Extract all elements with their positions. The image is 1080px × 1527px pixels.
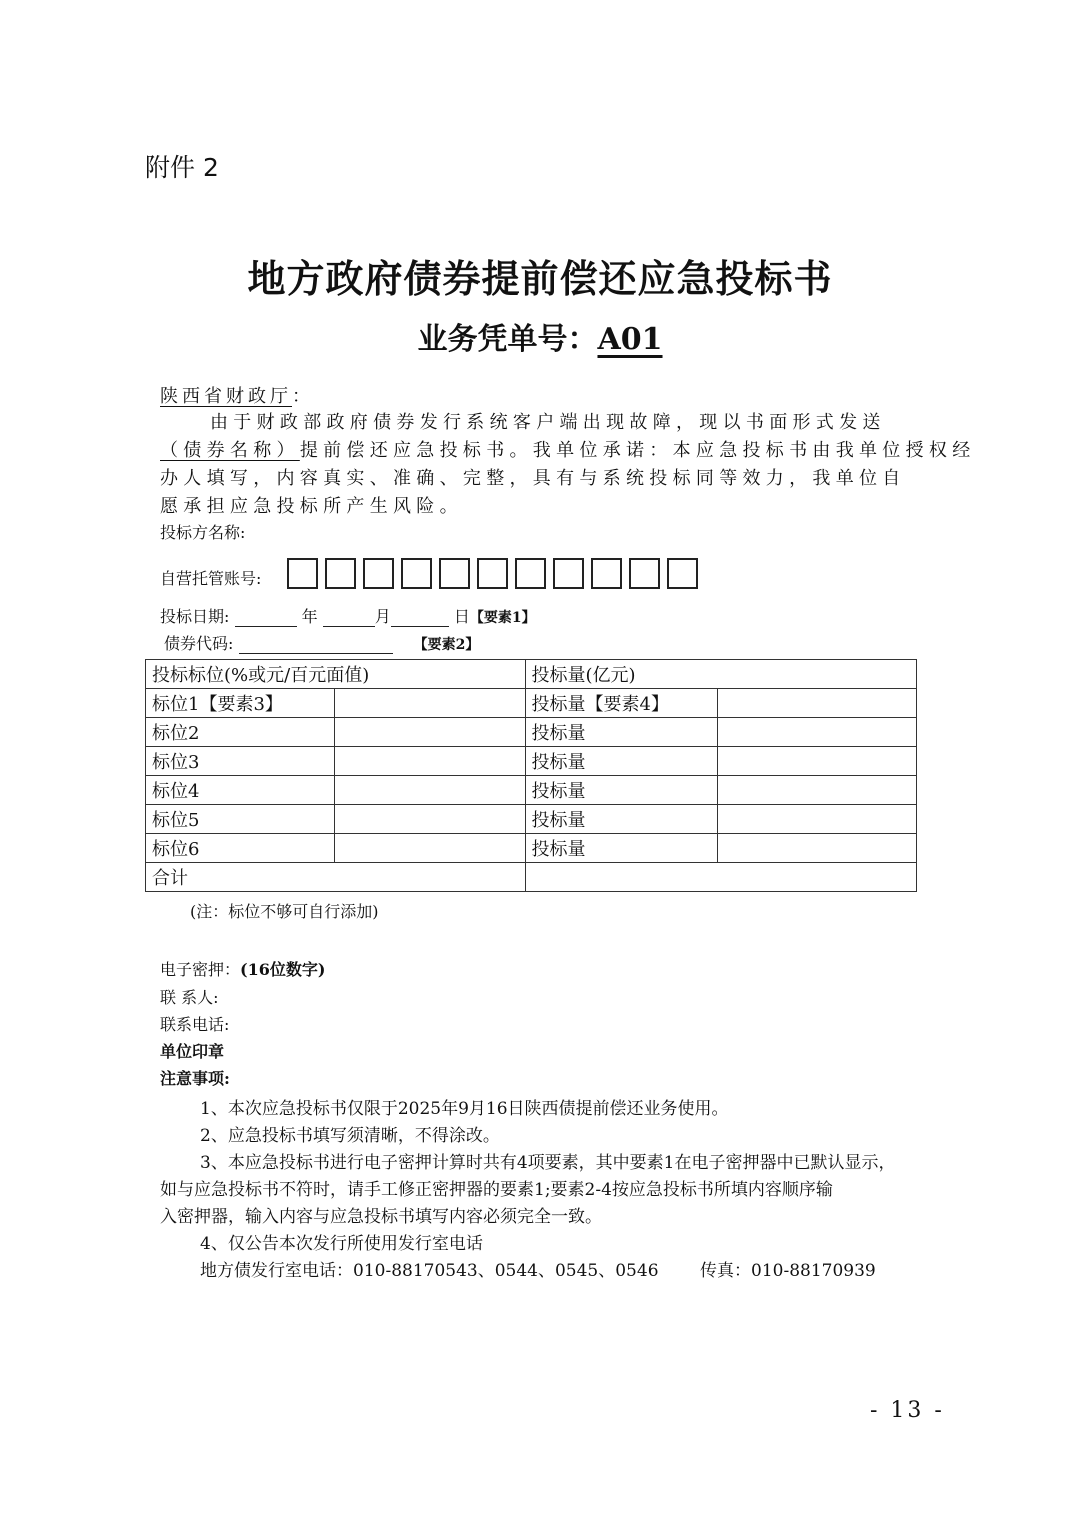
year-label: 年 bbox=[301, 607, 318, 626]
account-digit-box[interactable] bbox=[553, 558, 584, 589]
table-row bbox=[146, 689, 917, 718]
account-digit-box[interactable] bbox=[363, 558, 394, 589]
bid-level-label: 标位2 bbox=[146, 718, 335, 747]
paragraph-line-2-rest: 提前偿还应急投标书。我单位承诺：本应急投标书由我单位授权经 bbox=[299, 440, 976, 461]
bid-amount-value[interactable] bbox=[718, 805, 917, 834]
bid-amount-value[interactable] bbox=[718, 689, 917, 718]
addressee bbox=[160, 382, 310, 408]
bid-date-row bbox=[160, 604, 536, 627]
bid-amount-label: 投标量 bbox=[525, 747, 718, 776]
account-digit-box[interactable] bbox=[591, 558, 622, 589]
bid-level-value[interactable] bbox=[334, 834, 525, 863]
issuance-office-phone: 地方债发行室电话：010-88170543、0544、0545、0546 bbox=[200, 1261, 659, 1281]
bid-level-value[interactable] bbox=[334, 805, 525, 834]
account-number-boxes bbox=[287, 558, 698, 589]
note-item-3-line-3: 入密押器，输入内容与应急投标书填写内容必须完全一致。 bbox=[160, 1207, 602, 1227]
table-row bbox=[146, 747, 917, 776]
page-number: - 13 - bbox=[870, 1398, 945, 1423]
bid-level-value[interactable] bbox=[334, 747, 525, 776]
contact-phone-label: 联系电话: bbox=[160, 1015, 230, 1034]
year-blank[interactable] bbox=[235, 610, 297, 627]
account-digit-box[interactable] bbox=[439, 558, 470, 589]
contact-person-label: 联 系人: bbox=[160, 988, 219, 1007]
bond-name-placeholder: （债券名称） bbox=[160, 440, 300, 461]
account-digit-box[interactable] bbox=[629, 558, 660, 589]
attachment-label: 附件 2 bbox=[145, 153, 219, 182]
note-item-3-line-2: 如与应急投标书不符时，请手工修正密押器的要素1;要素2-4按应急投标书所填内容顺序输 bbox=[160, 1180, 833, 1200]
bid-level-label: 标位3 bbox=[146, 747, 335, 776]
month-blank[interactable] bbox=[323, 610, 375, 627]
bid-amount-value[interactable] bbox=[718, 747, 917, 776]
element-1-tag: 【要素1】 bbox=[469, 610, 536, 626]
paragraph-line-3: 办人填写，内容真实、准确、完整，具有与系统投标同等效力，我单位自 bbox=[160, 468, 906, 489]
account-digit-box[interactable] bbox=[287, 558, 318, 589]
addressee-colon: ： bbox=[292, 386, 310, 407]
note-item-1: 1、本次应急投标书仅限于2025年9月16日陕西债提前偿还业务使用。 bbox=[200, 1099, 729, 1119]
bid-amount-label: 投标量【要素4】 bbox=[525, 689, 718, 718]
voucher-number-label: 业务凭单号： bbox=[417, 322, 598, 357]
note-item-4: 4、仅公告本次发行所使用发行室电话 bbox=[200, 1234, 483, 1254]
unit-seal-label: 单位印章 bbox=[160, 1042, 225, 1061]
table-row bbox=[146, 776, 917, 805]
bid-table bbox=[145, 659, 917, 892]
paragraph-line-2 bbox=[160, 436, 976, 462]
bid-amount-value[interactable] bbox=[718, 718, 917, 747]
issuance-office-fax: 传真：010-88170939 bbox=[700, 1261, 876, 1281]
total-label: 合计 bbox=[146, 863, 526, 892]
note-item-2: 2、应急投标书填写须清晰，不得涂改。 bbox=[200, 1126, 500, 1146]
bid-amount-label: 投标量 bbox=[525, 776, 718, 805]
document-title: 地方政府债券提前偿还应急投标书 bbox=[247, 256, 833, 301]
day-blank[interactable] bbox=[391, 610, 449, 627]
element-2-tag: 【要素2】 bbox=[413, 637, 480, 653]
bid-level-label: 标位4 bbox=[146, 776, 335, 805]
e-seal-label: 电子密押： bbox=[160, 960, 241, 979]
paragraph-line-1: 由于财政部政府债券发行系统客户端出现故障，现以书面形式发送 bbox=[210, 412, 886, 433]
paragraph-line-4: 愿承担应急投标所产生风险。 bbox=[160, 496, 463, 517]
bid-amount-value[interactable] bbox=[718, 834, 917, 863]
day-label: 日 bbox=[453, 607, 470, 626]
table-total-row bbox=[146, 863, 917, 892]
account-digit-box[interactable] bbox=[477, 558, 508, 589]
account-digit-box[interactable] bbox=[515, 558, 546, 589]
account-digit-box[interactable] bbox=[401, 558, 432, 589]
bond-code-row bbox=[164, 631, 479, 654]
note-item-3-line-1: 3、本应急投标书进行电子密押计算时共有4项要素，其中要素1在电子密押器中已默认显示， bbox=[200, 1153, 896, 1173]
bid-level-value[interactable] bbox=[334, 689, 525, 718]
bid-amount-label: 投标量 bbox=[525, 805, 718, 834]
bid-amount-label: 投标量 bbox=[525, 834, 718, 863]
header-bid-level: 投标标位(%或元/百元面值) bbox=[146, 660, 526, 689]
e-seal-hint: (16位数字) bbox=[240, 960, 326, 979]
commitment-paragraph bbox=[160, 408, 976, 518]
account-digit-box[interactable] bbox=[667, 558, 698, 589]
table-note: (注：标位不够可自行添加) bbox=[190, 902, 379, 921]
voucher-number: A01 bbox=[597, 322, 663, 357]
table-row bbox=[146, 718, 917, 747]
notes-heading: 注意事项: bbox=[160, 1069, 230, 1088]
table-header-row bbox=[146, 660, 917, 689]
account-label: 自营托管账号: bbox=[160, 569, 262, 588]
bid-amount-value[interactable] bbox=[718, 776, 917, 805]
bid-level-label: 标位5 bbox=[146, 805, 335, 834]
document-subtitle bbox=[0, 314, 1080, 358]
bid-amount-label: 投标量 bbox=[525, 718, 718, 747]
account-digit-box[interactable] bbox=[325, 558, 356, 589]
e-seal-row bbox=[160, 957, 325, 980]
addressee-name: 陕西省财政厅 bbox=[160, 386, 292, 407]
header-bid-amount: 投标量(亿元) bbox=[525, 660, 917, 689]
bid-level-label: 标位6 bbox=[146, 834, 335, 863]
bid-date-label: 投标日期: bbox=[160, 607, 230, 626]
table-row bbox=[146, 834, 917, 863]
bid-level-value[interactable] bbox=[334, 776, 525, 805]
bond-code-blank[interactable] bbox=[239, 637, 393, 654]
total-value[interactable] bbox=[525, 863, 917, 892]
bid-level-value[interactable] bbox=[334, 718, 525, 747]
bidder-name-label: 投标方名称: bbox=[160, 523, 246, 542]
bid-level-label: 标位1【要素3】 bbox=[146, 689, 335, 718]
table-row bbox=[146, 805, 917, 834]
bond-code-label: 债券代码: bbox=[164, 634, 234, 653]
month-label: 月 bbox=[374, 607, 391, 626]
